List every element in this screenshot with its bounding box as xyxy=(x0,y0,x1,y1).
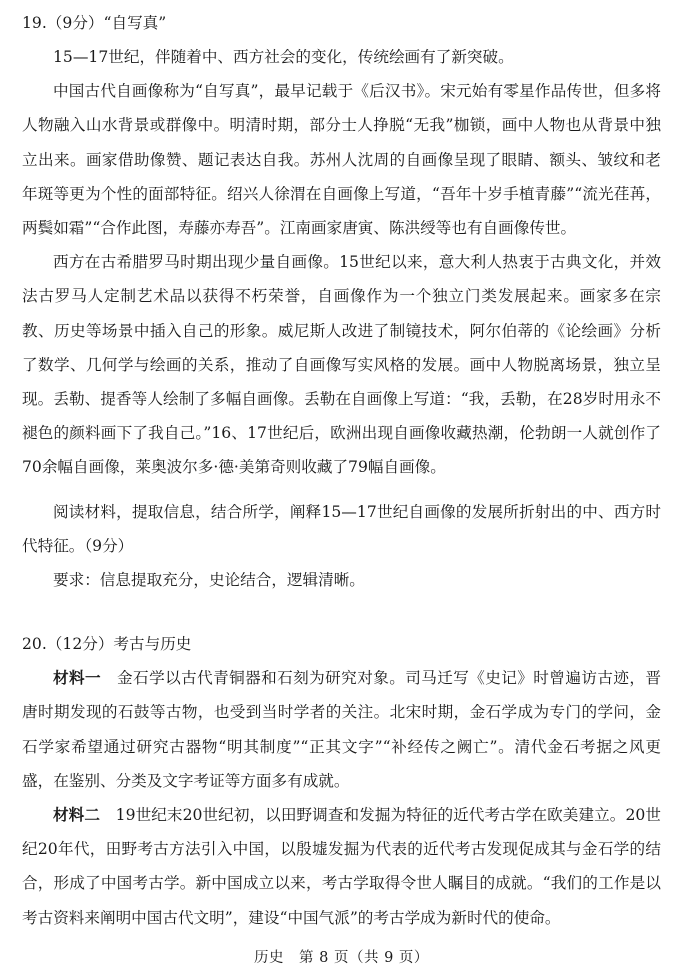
q20-material-1 xyxy=(22,661,661,798)
material-1-text: 金石学以古代青铜器和石刻为研究对象。司马迁写《史记》时曾遍访古迹，晋唐时期发现的石鼓等古物，也受到当时学者的关注。北宋时期，金石学成为专门的学问，金石学家希望通过研究古器物“明其制度”“正其文字”“补经传之阙亡”。清代金石考据之风更盛，在鉴别、分类及文字考证等方面多有成就。 xyxy=(22,669,661,790)
q20-heading: 20.（12分）考古与历史 xyxy=(22,635,192,654)
material-2-text: 19世纪末20世纪初，以田野调查和发掘为特征的近代考古学在欧美建立。20世纪20年代，田野考古方法引入中国，以殷墟发掘为代表的近代考古发现促成其与金石学的结合，形成了中国考古学。新中国成立以来，考古学取得令世人瞩目的成就。“我们的工作是以考古资料来阐明中国古代文明”，建设“中国气派”的考古学成为新时代的使命。 xyxy=(22,806,661,927)
exam-page xyxy=(0,6,683,976)
q19-intro: 15—17世纪，伴随着中、西方社会的变化，传统绘画有了新突破。 xyxy=(53,48,514,66)
q19-china-paragraph: 中国古代自画像称为“自写真”，最早记载于《后汉书》。宋元始有零星作品传世，但多将人物融入山水背景或群像中。明清时期，部分士人挣脱“无我”枷锁，画中人物也从背景中独立出来。画家借助像赞、题记表达自我。苏州人沈周的自画像呈现了眼睛、额头、皱纹和老年斑等更为个性的面部特征。绍兴人徐渭在自画像上写道，“吾年十岁手植青藤”“流光荏苒，两鬓如霜”“合作此图，寿藤亦寿吾”。江南画家唐寅、陈洪绶等也有自画像传世。 xyxy=(22,82,661,238)
material-1-label: 材料一 xyxy=(53,668,102,688)
page-footer: 历史 第 8 页（共 9 页） xyxy=(254,950,429,966)
q19-west-paragraph: 西方在古希腊罗马时期出现少量自画像。15世纪以来，意大利人热衷于古典文化，并效法古罗马人定制艺术品以获得不朽荣誉，自画像作为一个独立门类发展起来。画家多在宗教、历史等场景中插入自己的形象。威尼斯人改进了制镜技术，阿尔伯蒂的《论绘画》分析了数学、几何学与绘画的关系，推动了自画像写实风格的发展。画中人物脱离场景，独立呈现。丢勒、提香等人绘制了多幅自画像。丢勒在自画像上写道：“我，丢勒，在28岁时用永不褪色的颜料画下了我自己。”16、17世纪后，欧洲出现自画像收藏热潮，伦勃朗一人就创作了70余幅自画像，莱奥波尔多·德·美第奇则收藏了79幅自画像。 xyxy=(22,253,661,477)
q19-heading: 19.（9分）“自写真” xyxy=(22,14,167,32)
q19-requirement: 要求：信息提取充分，史论结合，逻辑清晰。 xyxy=(53,571,365,590)
material-2-label: 材料二 xyxy=(53,805,100,825)
q20-material-2 xyxy=(22,798,661,935)
q19-task: 阅读材料，提取信息，结合所学，阐释15—17世纪自画像的发展所折射出的中、西方时代特征。（9分） xyxy=(22,502,661,555)
